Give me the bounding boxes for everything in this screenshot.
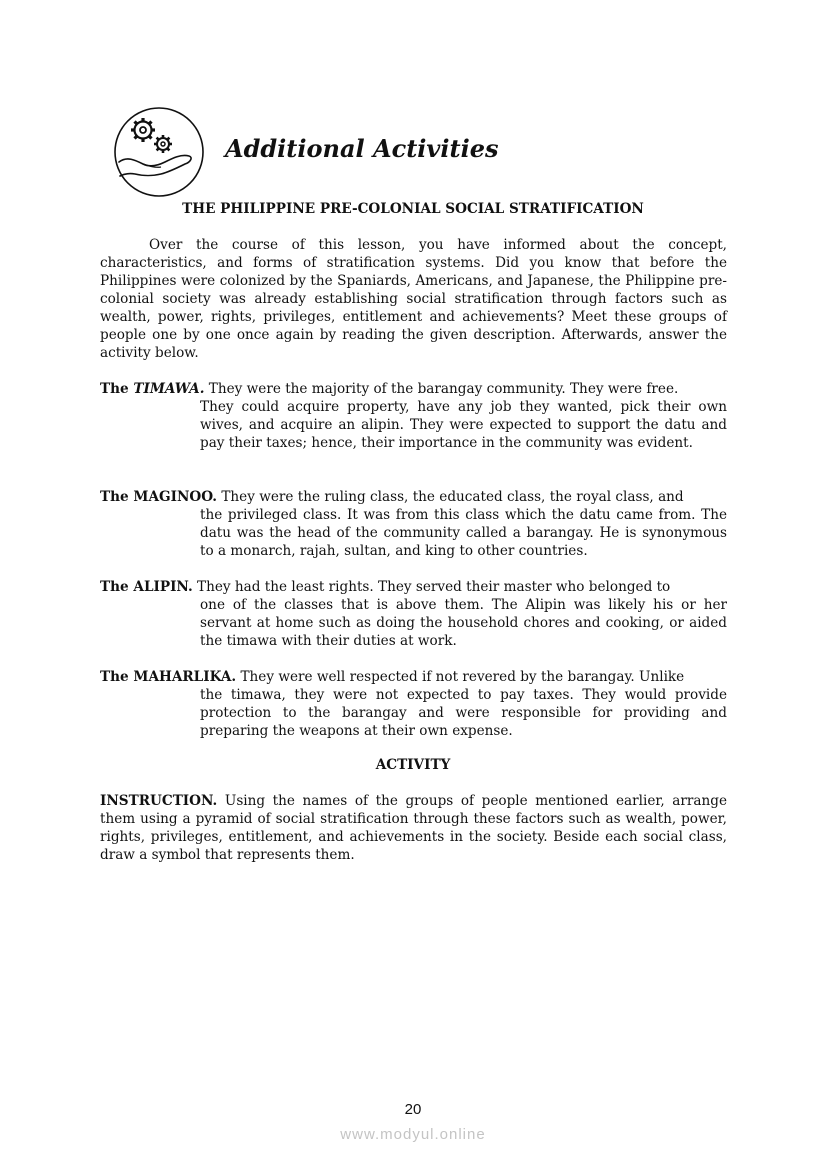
watermark: www.modyul.online [340, 1126, 486, 1143]
class-term: The MAHARLIKA. [100, 669, 237, 685]
page-number: 20 [404, 1101, 422, 1118]
section-header [113, 106, 713, 198]
class-term: The ALIPIN. [100, 579, 193, 595]
class-description: the timawa, they were not expected to pay taxes. They would provide protection to the barangay and were responsible for providing and preparing the weapons at their own expense. [200, 687, 727, 739]
gears-in-hand-icon [113, 106, 205, 198]
class-term: The TIMAWA. [100, 381, 205, 397]
class-entry-timawa [100, 380, 727, 452]
class-name: MAGINOO. [133, 489, 217, 505]
class-entry-alipin [100, 578, 727, 650]
class-entry-first-line: The TIMAWA. They were the majority of the barangay community. They were free. [100, 381, 679, 397]
class-description: the privileged class. It was from this class which the datu came from. The datu was the head of the community called a barangay. He is synonymous to a monarch, rajah, sultan, and king to other countries. [200, 507, 727, 559]
class-entry-maharlika [100, 668, 727, 740]
class-term: The MAGINOO. [100, 489, 217, 505]
class-name: TIMAWA. [133, 381, 205, 397]
class-entry-maginoo [100, 488, 727, 560]
class-entry-first-line: The MAGINOO. They were the ruling class, the educated class, the royal class, and [100, 489, 684, 505]
instruction-text: Using the names of the groups of people mentioned earlier, arrange them using a pyramid of social stratification through these factors such as wealth, power, rights, privileges, entitlement, and achievements in the society. Beside each social class, draw a symbol that represents them. [100, 793, 727, 863]
class-description: one of the classes that is above them. The Alipin was likely his or her servant at home such as doing the household chores and cooking, or aided the timawa with their duties at work. [200, 597, 727, 649]
class-name: MAHARLIKA. [133, 669, 237, 685]
class-description: They could acquire property, have any job they wanted, pick their own wives, and acquire an alipin. They were expected to support the datu and pay their taxes; hence, their importance in the community was evident. [200, 399, 727, 451]
activity-heading: ACTIVITY [375, 757, 451, 773]
instruction-paragraph [100, 792, 727, 864]
class-entry-first-line: The MAHARLIKA. They were well respected if not revered by the barangay. Unlike [100, 669, 685, 685]
section-title: Additional Activities [225, 134, 499, 163]
intro-paragraph: Over the course of this lesson, you have informed about the concept, characteristics, and forms of stratification systems. Did you know that before the Philippines were colonized by the Spaniards, Americans, and Japanese, the Philippine pre-colonial society was already establishing social stratification through factors such as wealth, power, rights, privileges, entitlement and achievements? Meet these groups of people one by one once again by reading the given description. Afterwards, answer the activity below. [100, 237, 727, 361]
class-entry-first-line: The ALIPIN. They had the least rights. They served their master who belonged to [100, 579, 671, 595]
class-name: ALIPIN. [133, 579, 193, 595]
document-heading: THE PHILIPPINE PRE-COLONIAL SOCIAL STRATIFICATION [182, 201, 644, 217]
instruction-lead: INSTRUCTION. [100, 793, 218, 809]
